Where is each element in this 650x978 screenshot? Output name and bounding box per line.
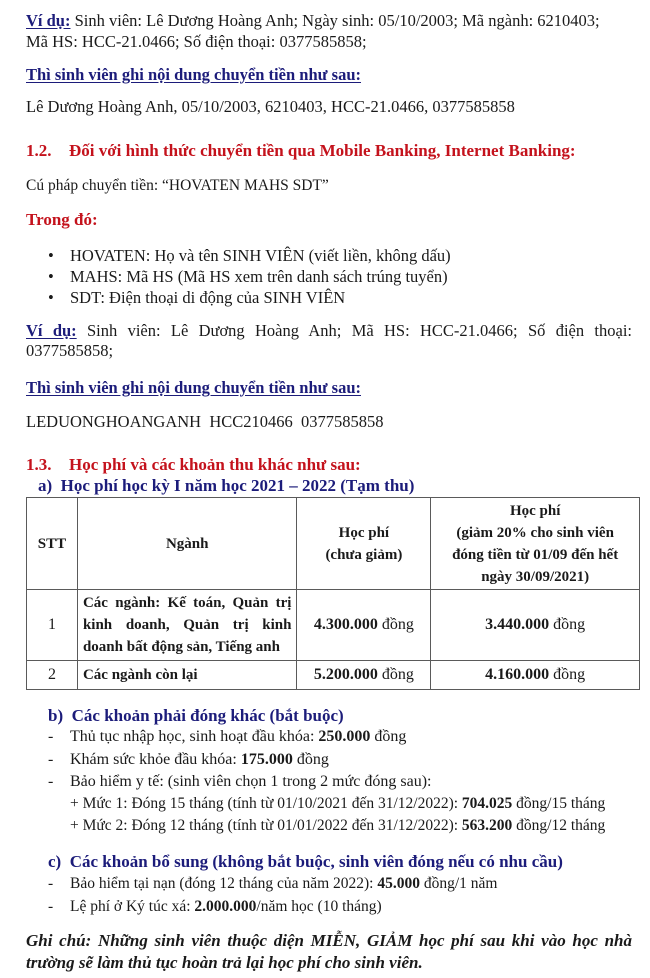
example-1-line-2: Mã HS: HCC-21.0466; Số điện thoại: 0377585858; bbox=[26, 32, 367, 51]
table-header-row bbox=[27, 498, 640, 590]
sub-b-heading: b) Các khoản phải đóng khác (bắt buộc) bbox=[48, 706, 344, 725]
cell-stt: 2 bbox=[27, 661, 78, 690]
list-item: • SDT: Điện thoại di động của SINH VIÊN bbox=[48, 288, 346, 307]
instruction-2-heading: Thì sinh viên ghi nội dung chuyển tiền như sau: bbox=[26, 378, 361, 397]
list-item: - Bảo hiểm tại nạn (đóng 12 tháng của năm 2022): 45.000 đồng/1 năm bbox=[48, 875, 498, 892]
header-fee: Học phí (chưa giảm) bbox=[297, 498, 431, 590]
note: Ghi chú: Những sinh viên thuộc diện MIỄN, GIẢM học phí sau khi vào học nhà trường sẽ làm thủ tục hoàn trả lại học phí cho sinh viên. bbox=[26, 931, 632, 972]
cell-fee: 5.200.000 đồng bbox=[297, 661, 431, 690]
list-item: • HOVATEN: Họ và tên SINH VIÊN (viết liền, không dấu) bbox=[48, 246, 451, 265]
bullet-icon: • bbox=[48, 288, 54, 307]
example-label: Ví dụ: bbox=[26, 321, 77, 340]
bullet-icon: • bbox=[48, 267, 54, 286]
section-title: Học phí và các khoản thu khác như sau: bbox=[69, 455, 361, 474]
section-title: Đối với hình thức chuyển tiền qua Mobile Banking, Internet Banking: bbox=[69, 141, 576, 160]
example-text: Sinh viên: Lê Dương Hoàng Anh; Mã HS: HCC-21.0466; Số điện thoại: 0377585858; bbox=[26, 321, 632, 360]
sub-c-heading: c) Các khoản bổ sung (không bắt buộc, sinh viên đóng nếu có nhu cầu) bbox=[48, 852, 563, 871]
where-heading: Trong đó: bbox=[26, 210, 98, 229]
list-item: - Bảo hiểm y tế: (sinh viên chọn 1 trong 2 mức đóng sau): bbox=[48, 773, 432, 790]
cell-discounted-fee: 4.160.000 đồng bbox=[431, 661, 640, 690]
instruction-1-content: Lê Dương Hoàng Anh, 05/10/2003, 6210403, HCC-21.0466, 0377585858 bbox=[26, 97, 515, 116]
cell-discounted-fee: 3.440.000 đồng bbox=[431, 590, 640, 661]
insurance-option: + Mức 1: Đóng 15 tháng (tính từ 01/10/2021 đến 31/12/2022): 704.025 đồng/15 tháng bbox=[70, 795, 606, 812]
sub-a-heading: a) Học phí học kỳ I năm học 2021 – 2022 (Tạm thu) bbox=[38, 476, 415, 495]
list-item: • MAHS: Mã HS (Mã HS xem trên danh sách trúng tuyển) bbox=[48, 267, 448, 286]
example-2 bbox=[26, 321, 632, 361]
cell-fee: 4.300.000 đồng bbox=[297, 590, 431, 661]
list-item: - Khám sức khỏe đầu khóa: 175.000 đồng bbox=[48, 751, 329, 768]
cell-major: Các ngành còn lại bbox=[77, 661, 297, 690]
example-1-line-1 bbox=[26, 11, 600, 31]
section-number: 1.3. bbox=[26, 455, 52, 474]
section-1-2-heading bbox=[26, 141, 576, 161]
instruction-2-content: LEDUONGHOANGANH HCC210466 0377585858 bbox=[26, 412, 384, 431]
header-discounted-fee: Học phí (giảm 20% cho sinh viên đóng tiền từ 01/09 đến hết ngày 30/09/2021) bbox=[431, 498, 640, 590]
example-label: Ví dụ: bbox=[26, 11, 71, 30]
instruction-1-heading: Thì sinh viên ghi nội dung chuyển tiền như sau: bbox=[26, 65, 361, 84]
dash-icon: - bbox=[48, 898, 54, 915]
list-item: - Lệ phí ở Ký túc xá: 2.000.000/năm học (10 tháng) bbox=[48, 898, 382, 915]
header-stt: STT bbox=[27, 498, 78, 590]
cell-major: Các ngành: Kế toán, Quản trị kinh doanh, Quản trị kinh doanh bất động sản, Tiếng anh bbox=[77, 590, 297, 661]
dash-icon: - bbox=[48, 875, 54, 892]
header-major: Ngành bbox=[77, 498, 297, 590]
dash-icon: - bbox=[48, 773, 54, 790]
example-text: Sinh viên: Lê Dương Hoàng Anh; Ngày sinh: 05/10/2003; Mã ngành: 6210403; bbox=[70, 11, 600, 30]
tuition-table bbox=[26, 497, 640, 690]
section-1-3-heading bbox=[26, 455, 361, 475]
list-item: - Thủ tục nhập học, sinh hoạt đầu khóa: 250.000 đồng bbox=[48, 728, 407, 745]
section-number: 1.2. bbox=[26, 141, 52, 160]
table-row bbox=[27, 661, 640, 690]
transfer-syntax: Cú pháp chuyển tiền: “HOVATEN MAHS SDT” bbox=[26, 177, 329, 194]
table-row bbox=[27, 590, 640, 661]
bullet-icon: • bbox=[48, 246, 54, 265]
insurance-option: + Mức 2: Đóng 12 tháng (tính từ 01/01/2022 đến 31/12/2022): 563.200 đồng/12 tháng bbox=[70, 817, 606, 834]
dash-icon: - bbox=[48, 751, 54, 768]
cell-stt: 1 bbox=[27, 590, 78, 661]
dash-icon: - bbox=[48, 728, 54, 745]
